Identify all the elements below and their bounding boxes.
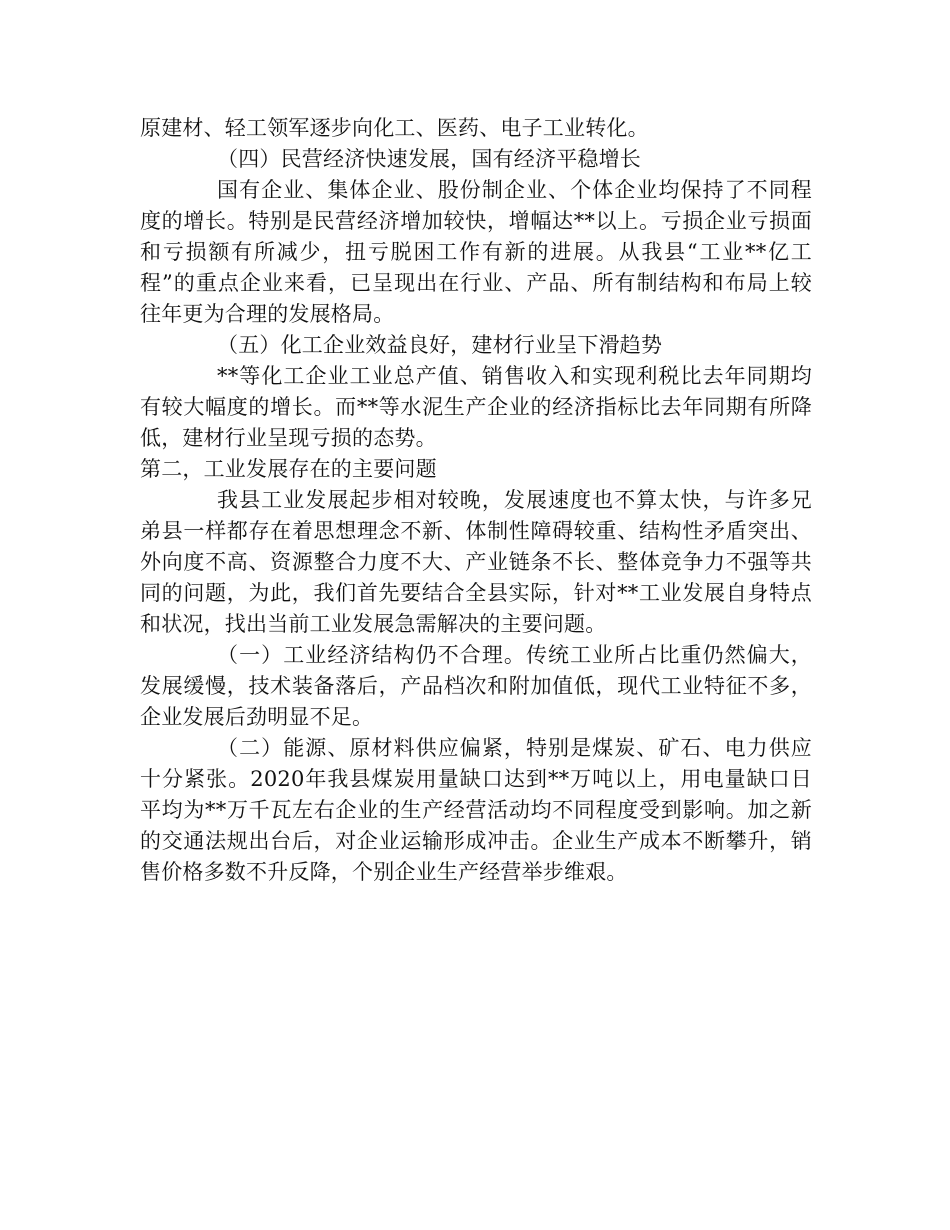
text-line: 程”的重点企业来看，已呈现出在行业、产品、所有制结构和布局上较 — [140, 271, 812, 295]
chapter-heading: 第二，工业发展存在的主要问题 — [140, 457, 437, 481]
text-line: 国有企业、集体企业、股份制企业、个体企业均保持了不同程 — [217, 178, 812, 202]
section-heading-5: （五）化工企业效益良好，建材行业呈下滑趋势 — [217, 333, 663, 357]
text-line: 低，建材行业呈现亏损的态势。 — [140, 426, 437, 450]
section-heading-4: （四）民营经济快速发展，国有经济平稳增长 — [217, 147, 641, 171]
text-line: 售价格多数不升反降，个别企业生产经营举步维艰。 — [140, 860, 628, 884]
issue-1-line: （一）工业经济结构仍不合理。传统工业所占比重仍然偏大， — [217, 643, 812, 667]
text-line: 发展缓慢，技术装备落后，产品档次和附加值低，现代工业特征不多， — [140, 674, 812, 698]
text-line: 平均为**万千瓦左右企业的生产经营活动均不同程度受到影响。加之新 — [140, 798, 812, 822]
text-line: 十分紧张。2020年我县煤炭用量缺口达到**万吨以上，用电量缺口日 — [140, 767, 812, 791]
text-line: 的交通法规出台后，对企业运输形成冲击。企业生产成本不断攀升，销 — [140, 829, 812, 853]
text-line: 外向度不高、资源整合力度不大、产业链条不长、整体竞争力不强等共 — [140, 550, 812, 574]
issue-2-line: （二）能源、原材料供应偏紧，特别是煤炭、矿石、电力供应 — [217, 736, 812, 760]
text-line: 有较大幅度的增长。而**等水泥生产企业的经济指标比去年同期有所降 — [140, 395, 812, 419]
text-line: **等化工企业工业总产值、销售收入和实现利税比去年同期均 — [217, 364, 812, 388]
text-line: 度的增长。特别是民营经济增加较快，增幅达**以上。亏损企业亏损面 — [140, 209, 812, 233]
text-line: 原建材、轻工领军逐步向化工、医药、电子工业转化。 — [140, 116, 649, 140]
document-page — [140, 113, 812, 888]
text-line: 弟县一样都存在着思想理念不新、体制性障碍较重、结构性矛盾突出、 — [140, 519, 812, 543]
text-line: 企业发展后劲明显不足。 — [140, 705, 374, 729]
text-line: 和亏损额有所减少，扭亏脱困工作有新的进展。从我县“工业**亿工 — [140, 240, 812, 264]
text-line: 往年更为合理的发展格局。 — [140, 302, 395, 326]
text-line: 和状况，找出当前工业发展急需解决的主要问题。 — [140, 612, 607, 636]
text-line: 同的问题，为此，我们首先要结合全县实际，针对**工业发展自身特点 — [140, 581, 812, 605]
text-line: 我县工业发展起步相对较晚，发展速度也不算太快，与许多兄 — [217, 488, 812, 512]
